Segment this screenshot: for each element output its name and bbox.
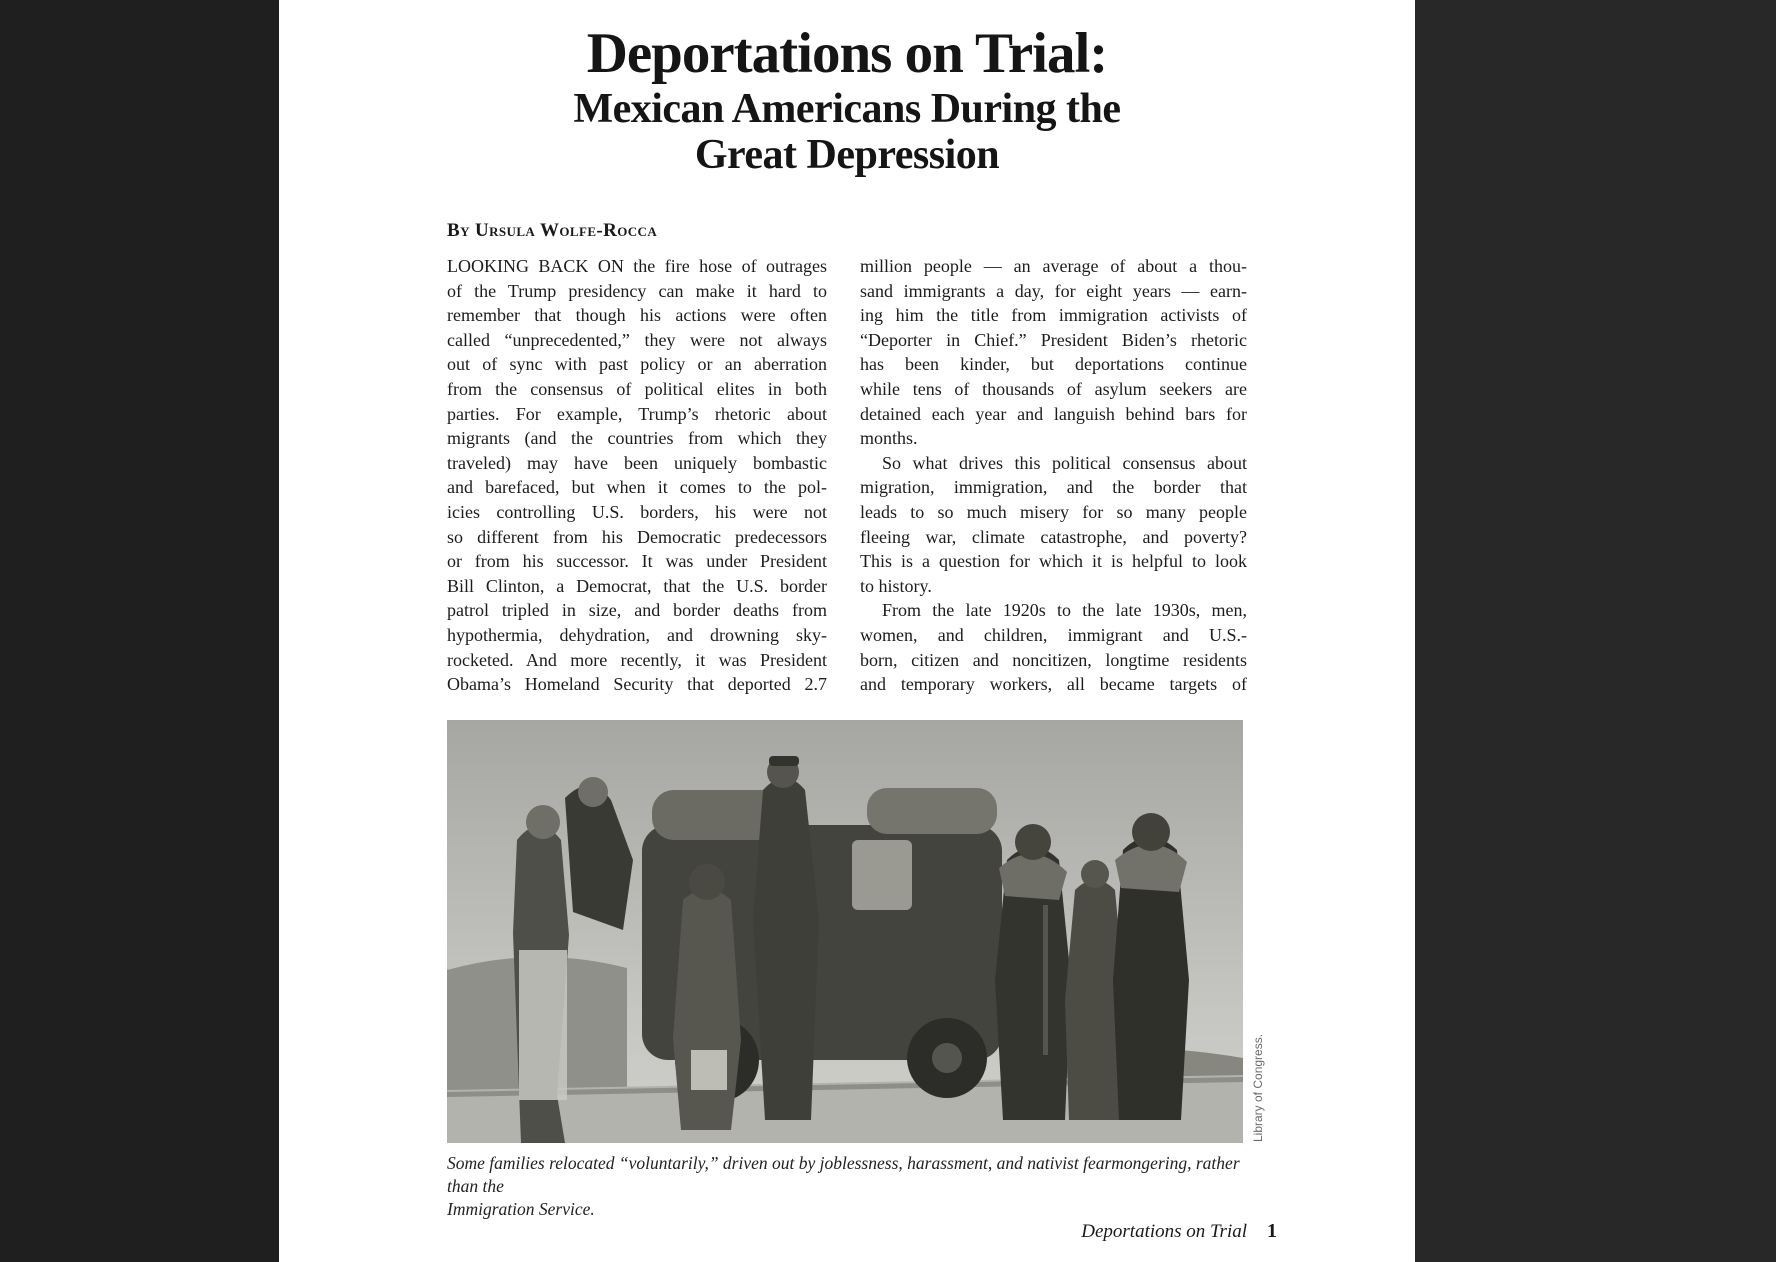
body-text-line: From the late 1920s to the late 1930s, men, xyxy=(882,600,1247,621)
article-title-line1: Deportations on Trial: xyxy=(586,22,1108,85)
body-text-line: ing him the title from immigration activists of xyxy=(860,305,1247,326)
body-text-line: This is a question for which it is helpful to look xyxy=(860,551,1247,572)
document-page xyxy=(279,0,1415,1262)
viewer-background-right xyxy=(1415,0,1776,1262)
photo-caption-line2: Immigration Service. xyxy=(447,1199,595,1219)
body-text-line: called “unprecedented,” they were not always xyxy=(447,329,827,350)
article-body xyxy=(447,254,1247,697)
photo-credit: Library of Congress. xyxy=(1251,1033,1265,1142)
body-text-line: has been kinder, but deportations continue xyxy=(860,354,1247,375)
body-text-line: icies controlling U.S. borders, his were not xyxy=(447,501,827,522)
body-text-line: so different from his Democratic predecessors xyxy=(447,526,827,547)
body-text-line: and temporary workers, all became targets of xyxy=(860,674,1247,695)
page-footer xyxy=(1081,1220,1277,1243)
body-text-line: hypothermia, dehydration, and drowning sky- xyxy=(447,624,827,645)
article-photo xyxy=(447,720,1243,1143)
body-text-line: LOOKING BACK ON the fire hose of outrages xyxy=(447,256,827,276)
body-text-line: of the Trump presidency can make it hard to xyxy=(447,280,827,301)
body-text-line: or from his successor. It was under President xyxy=(447,551,827,572)
body-text-line: Bill Clinton, a Democrat, that the U.S. border xyxy=(447,575,827,596)
body-text-line: “Deporter in Chief.” President Biden’s rhetoric xyxy=(860,329,1247,350)
body-text-line: months. xyxy=(860,428,918,449)
text-column-right xyxy=(860,254,1247,697)
body-text-line: patrol tripled in size, and border deaths from xyxy=(447,600,827,621)
body-text-line: parties. For example, Trump’s rhetoric about xyxy=(447,403,827,424)
footer-page-number: 1 xyxy=(1267,1220,1277,1242)
body-text-line: remember that though his actions were often xyxy=(447,305,827,326)
body-text-line: out of sync with past policy or an aberration xyxy=(447,354,827,375)
photo-caption-line1: Some families relocated “voluntarily,” driven out by joblessness, harassment, and nativist fearmongering, rather than the xyxy=(447,1153,1240,1196)
body-text-line: women, and children, immigrant and U.S.- xyxy=(860,624,1247,645)
body-text-line: and barefaced, but when it comes to the pol- xyxy=(447,477,827,498)
body-text-line: sand immigrants a day, for eight years — earn- xyxy=(860,280,1247,301)
photo-pole xyxy=(1043,905,1048,1055)
body-text-line: from the consensus of political elites in both xyxy=(447,378,827,399)
body-text-line: million people — an average of about a thou- xyxy=(860,256,1247,276)
footer-running-title: Deportations on Trial xyxy=(1081,1221,1247,1242)
body-text-line: while tens of thousands of asylum seekers are xyxy=(860,378,1247,399)
body-text-line: rocketed. And more recently, it was President xyxy=(447,649,827,670)
text-column-left xyxy=(447,254,827,697)
body-text-line: Obama’s Homeland Security that deported 2.7 xyxy=(447,674,827,695)
body-text-line: to history. xyxy=(860,575,932,596)
body-text-line: traveled) may have been uniquely bombastic xyxy=(447,452,827,473)
body-text-line: migrants (and the countries from which they xyxy=(447,428,827,449)
article-title-line2: Mexican Americans During the xyxy=(573,86,1121,132)
article-title xyxy=(279,22,1415,178)
body-text-line: fleeing war, climate catastrophe, and poverty? xyxy=(860,526,1247,547)
article-title-line3: Great Depression xyxy=(694,132,1000,178)
body-text-line: So what drives this political consensus about xyxy=(882,452,1247,473)
photo-caption xyxy=(447,1152,1247,1221)
body-text-line: migration, immigration, and the border that xyxy=(860,477,1247,498)
viewer-background-left xyxy=(0,0,279,1262)
article-byline: By Ursula Wolfe-Rocca xyxy=(447,220,658,241)
body-text-line: detained each year and languish behind bars for xyxy=(860,403,1247,424)
body-text-line: leads to so much misery for so many people xyxy=(860,501,1247,522)
body-text-line: born, citizen and noncitizen, longtime residents xyxy=(860,649,1247,670)
